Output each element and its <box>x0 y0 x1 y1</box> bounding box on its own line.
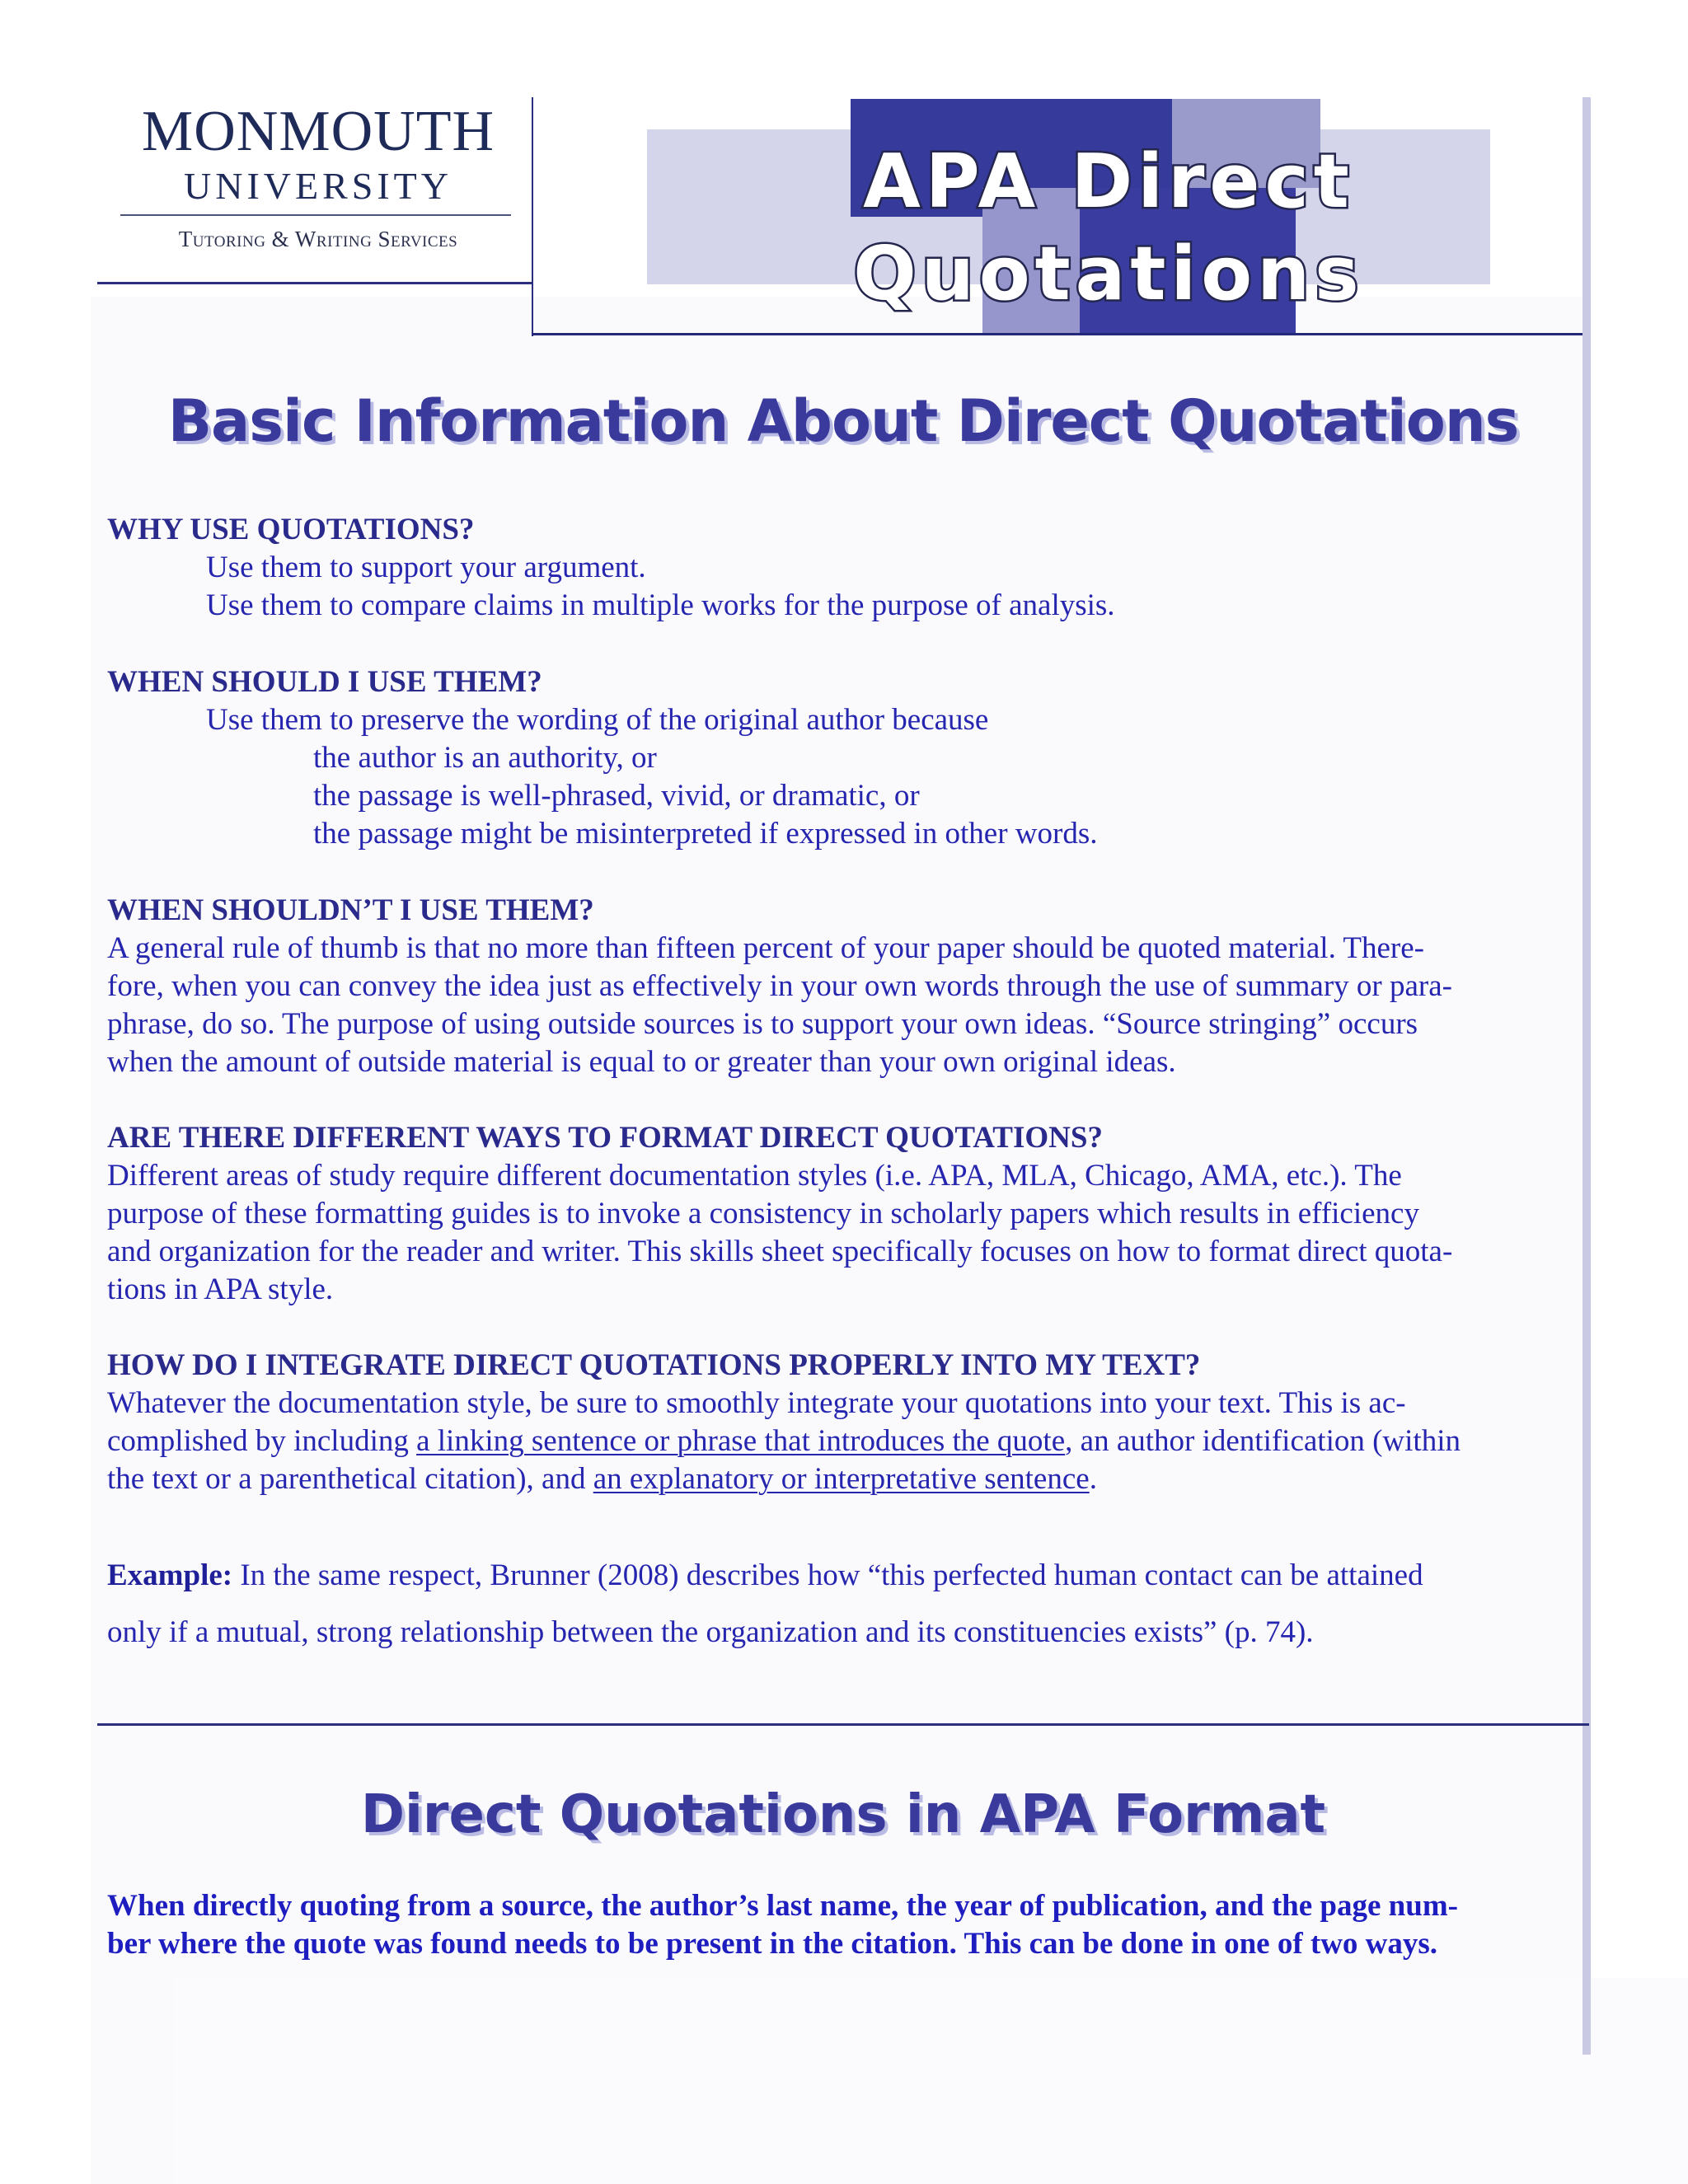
apa-intro-line-2: ber where the quote was found needs to be present in the citation. This can be done in one of two ways. <box>107 1927 1438 1961</box>
ways-heading: ARE THERE DIFFERENT WAYS TO FORMAT DIRECT QUOTATIONS? <box>107 1121 1103 1155</box>
header-left-rule <box>97 282 532 284</box>
why-item-1: Use them to support your argument. <box>206 551 646 584</box>
integrate-block <box>107 1347 1591 1498</box>
integrate-line-2-pre: complished by including <box>107 1424 417 1458</box>
section-title-basic-info: Basic Information About Direct Quotations <box>167 387 1519 455</box>
example-line-1 <box>107 1538 1591 1614</box>
section-divider <box>97 1723 1589 1726</box>
ways-line-3: and organization for the reader and writer. This skills sheet specifically focuses on how to format direct quota- <box>107 1235 1453 1268</box>
ways-line-1: Different areas of study require different documentation styles (i.e. APA, MLA, Chicago, AMA, etc.). The <box>107 1159 1402 1193</box>
whennot-line-3: phrase, do so. The purpose of using outside sources is to support your own ideas. “Source stringing” occurs <box>107 1007 1418 1041</box>
apa-intro-line-1: When directly quoting from a source, the author’s last name, the year of publication, and the page num- <box>107 1889 1458 1923</box>
logo-divider <box>120 214 511 216</box>
explanatory-sentence-underline: an explanatory or interpretative sentence <box>593 1462 1090 1496</box>
example-block <box>107 1538 1591 1652</box>
when-item-1: the author is an authority, or <box>313 741 657 775</box>
integrate-line-1: Whatever the documentation style, be sure to smoothly integrate your quotations into your text. This is ac- <box>107 1386 1406 1420</box>
when-intro: Use them to preserve the wording of the original author because <box>206 703 989 737</box>
example-text-1: In the same respect, Brunner (2008) describes how “this perfected human contact can be attained <box>232 1558 1423 1592</box>
integrate-line-2-post: , an author identification (within <box>1065 1424 1461 1458</box>
logo-subtitle: Tutoring & Writing Services <box>178 227 458 251</box>
why-heading: WHY USE QUOTATIONS? <box>107 513 475 546</box>
apa-intro-block <box>107 1887 1591 1963</box>
integrate-line-3-pre: the text or a parenthetical citation), and <box>107 1462 593 1496</box>
page-background-lower <box>173 1978 1688 2184</box>
ways-line-4: tions in APA style. <box>107 1272 334 1306</box>
logo-name-line1: MONMOUTH <box>142 100 495 163</box>
when-item-2: the passage is well-phrased, vivid, or dramatic, or <box>313 779 920 813</box>
when-heading: WHEN SHOULD I USE THEM? <box>107 665 542 699</box>
integrate-line-2 <box>107 1422 1591 1460</box>
section-title-apa-format: Direct Quotations in APA Format <box>360 1784 1326 1845</box>
banner-title-line1: APA Direct <box>863 138 1354 225</box>
example-label: Example: <box>107 1558 233 1592</box>
when-block <box>107 663 1582 853</box>
example-line-2: only if a mutual, strong relationship between the organization and its constituencies exists” (p. 74). <box>107 1615 1314 1649</box>
banner-title <box>762 136 1455 321</box>
whennot-line-4: when the amount of outside material is equal to or greater than your own original ideas. <box>107 1045 1176 1079</box>
ways-line-2: purpose of these formatting guides is to invoke a consistency in scholarly papers which results in efficiency <box>107 1197 1419 1230</box>
integrate-line-3-post: . <box>1089 1462 1097 1496</box>
whennot-line-1: A general rule of thumb is that no more than fifteen percent of your paper should be quoted material. There- <box>107 931 1424 965</box>
why-item-2: Use them to compare claims in multiple works for the purpose of analysis. <box>206 588 1115 622</box>
header-right-rule <box>532 333 1589 335</box>
why-block <box>107 511 1582 625</box>
whennot-heading: WHEN SHOULDN’T I USE THEM? <box>107 893 594 927</box>
ways-block <box>107 1119 1591 1309</box>
integrate-line-3 <box>107 1460 1591 1498</box>
header-vertical-rule <box>532 97 533 336</box>
logo-name-line2: UNIVERSITY <box>184 165 452 207</box>
banner-title-line2: Quotations <box>853 231 1364 317</box>
linking-sentence-underline: a linking sentence or phrase that introduces the quote <box>416 1424 1066 1458</box>
integrate-heading: HOW DO I INTEGRATE DIRECT QUOTATIONS PROPERLY INTO MY TEXT? <box>107 1348 1201 1382</box>
whennot-block <box>107 892 1591 1081</box>
when-item-3: the passage might be misinterpreted if expressed in other words. <box>313 817 1098 851</box>
whennot-line-2: fore, when you can convey the idea just as effectively in your own words through the use of summary or para- <box>107 969 1452 1003</box>
